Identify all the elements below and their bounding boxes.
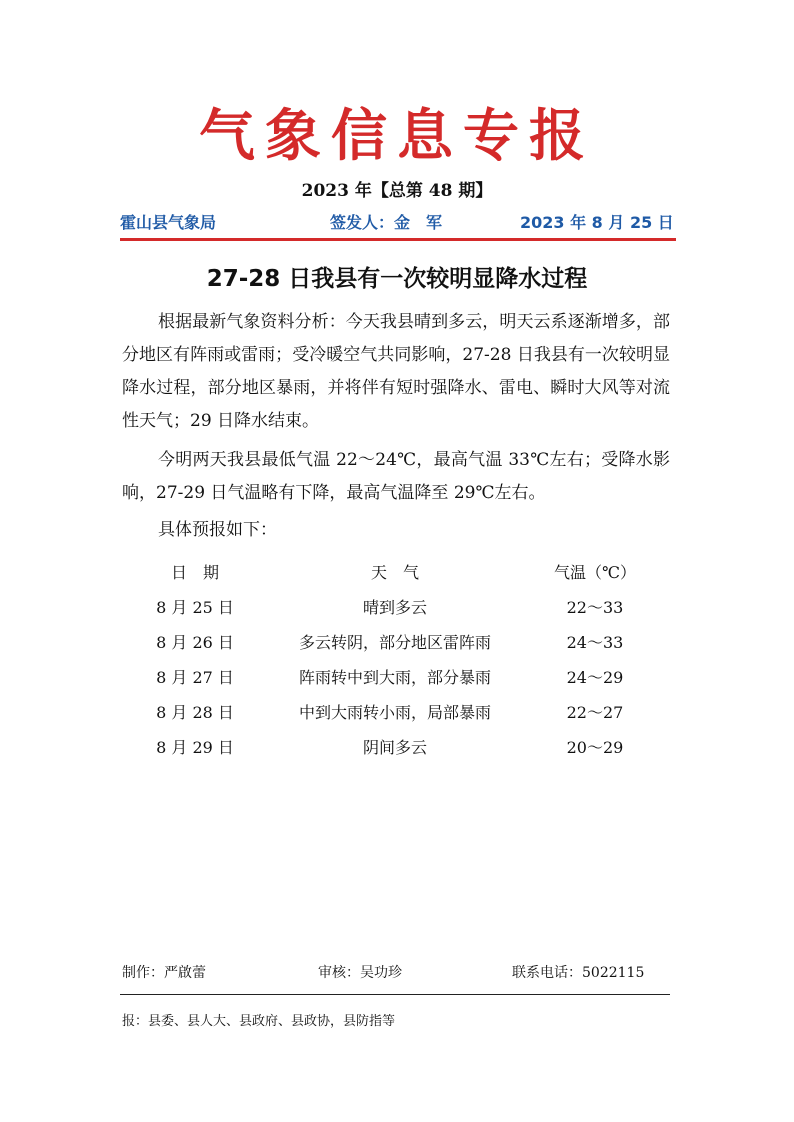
row-date: 8 月 26 日 xyxy=(156,633,234,652)
row-weather: 中到大雨转小雨，局部暴雨 xyxy=(298,703,491,722)
table-row xyxy=(130,665,670,689)
issue-number: 2023 年【总第 48 期】 xyxy=(301,181,493,201)
paragraph-2: 今明两天我县最低气温 22～24℃，最高气温 33℃左右；受降水影响，27-29 日气温略有下降，最高气温降至 29℃左右。 xyxy=(122,450,670,503)
paragraph-3: 具体预报如下： xyxy=(158,520,277,540)
row-temp: 22～27 xyxy=(566,703,624,722)
footer-maker: 制作：严啟蕾 xyxy=(122,965,206,981)
table-header-date: 日 期 xyxy=(170,563,219,582)
masthead-title: 气象信息专报 xyxy=(199,103,595,169)
issuer: 霍山县气象局 xyxy=(120,213,217,232)
row-weather: 多云转阴，部分地区雷阵雨 xyxy=(298,633,491,652)
row-temp: 22～33 xyxy=(566,598,624,617)
signer: 签发人：金 军 xyxy=(330,213,443,232)
headline: 27-28 日我县有一次较明显降水过程 xyxy=(206,266,588,292)
table-row xyxy=(130,735,670,759)
row-weather: 阵雨转中到大雨，部分暴雨 xyxy=(298,668,491,687)
table-header-weather: 天 气 xyxy=(370,563,419,582)
issue-date: 2023 年 8 月 25 日 xyxy=(520,213,674,232)
row-date: 8 月 29 日 xyxy=(156,738,234,757)
row-date: 8 月 27 日 xyxy=(156,668,234,687)
table-row xyxy=(130,630,670,654)
table-row xyxy=(130,595,670,619)
row-date: 8 月 25 日 xyxy=(156,598,234,617)
footer-divider xyxy=(120,994,670,995)
row-temp: 24～29 xyxy=(566,668,624,687)
red-divider xyxy=(120,238,676,241)
table-row xyxy=(130,700,670,724)
row-temp: 24～33 xyxy=(566,633,624,652)
row-weather: 阴间多云 xyxy=(362,738,427,757)
paragraph-1: 根据最新气象资料分析：今天我县晴到多云，明天云系逐渐增多，部分地区有阵雨或雷雨；受冷暖空气共同影响，27-28 日我县有一次较明显降水过程，部分地区暴雨，并将伴有短时强降水、雷电、瞬时大风等对流性天气；29 日降水结束。 xyxy=(122,312,670,431)
footer-phone: 联系电话：5022115 xyxy=(512,965,645,981)
footer-reviewer: 审核：吴功珍 xyxy=(318,965,402,981)
row-weather: 晴到多云 xyxy=(362,598,427,617)
table-header-temp: 气温（℃） xyxy=(554,563,636,582)
distribution-list: 报：县委、县人大、县政府、县政协，县防指等 xyxy=(122,1014,396,1029)
row-temp: 20～29 xyxy=(566,738,624,757)
table-header-row xyxy=(130,560,670,584)
row-date: 8 月 28 日 xyxy=(156,703,234,722)
